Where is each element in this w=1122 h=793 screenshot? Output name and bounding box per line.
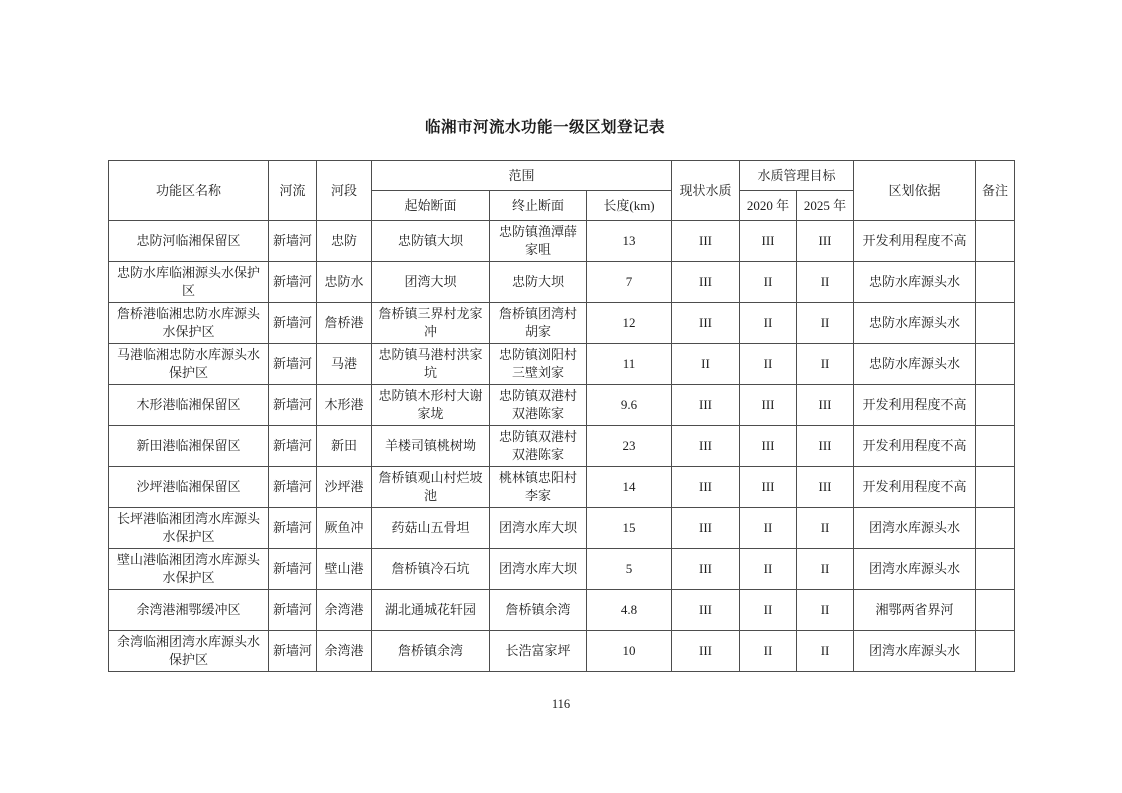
cell-river: 新墙河 [269,385,317,426]
cell-target-2025: II [797,303,854,344]
cell-target-2020: III [740,221,797,262]
cell-zone-name: 余湾港湘鄂缓冲区 [109,590,269,631]
cell-end-section: 长浩富家坪 [490,631,587,672]
table-row [109,262,1015,303]
cell-current-quality: III [672,221,740,262]
cell-length: 9.6 [587,385,672,426]
cell-basis: 开发利用程度不高 [854,467,976,508]
page-title: 临湘市河流水功能一级区划登记表 [424,119,665,136]
col-header-end-section: 终止断面 [490,191,587,221]
cell-note [976,303,1015,344]
cell-start-section: 湖北通城花轩园 [372,590,490,631]
cell-basis: 团湾水库源头水 [854,508,976,549]
cell-current-quality: III [672,508,740,549]
cell-basis: 团湾水库源头水 [854,631,976,672]
cell-basis: 湘鄂两省界河 [854,590,976,631]
cell-target-2020: II [740,262,797,303]
cell-target-2020: II [740,631,797,672]
cell-note [976,467,1015,508]
col-header-current-quality: 现状水质 [672,161,740,221]
col-header-length: 长度(km) [587,191,672,221]
cell-note [976,508,1015,549]
col-header-2025: 2025 年 [797,191,854,221]
cell-length: 12 [587,303,672,344]
cell-current-quality: III [672,262,740,303]
cell-reach: 忠防 [317,221,372,262]
cell-target-2020: II [740,303,797,344]
cell-basis: 团湾水库源头水 [854,549,976,590]
cell-river: 新墙河 [269,508,317,549]
cell-end-section: 詹桥镇团湾村胡家 [490,303,587,344]
cell-target-2025: II [797,590,854,631]
cell-current-quality: III [672,549,740,590]
cell-basis: 忠防水库源头水 [854,262,976,303]
cell-start-section: 羊楼司镇桃树坳 [372,426,490,467]
cell-target-2025: II [797,549,854,590]
cell-zone-name: 沙坪港临湘保留区 [109,467,269,508]
cell-target-2020: III [740,467,797,508]
col-header-start-section: 起始断面 [372,191,490,221]
cell-target-2025: II [797,262,854,303]
cell-river: 新墙河 [269,467,317,508]
cell-reach: 忠防水 [317,262,372,303]
table-header [109,161,1015,221]
cell-target-2020: II [740,508,797,549]
cell-reach: 沙坪港 [317,467,372,508]
cell-river: 新墙河 [269,262,317,303]
cell-river: 新墙河 [269,549,317,590]
cell-target-2025: III [797,221,854,262]
cell-river: 新墙河 [269,303,317,344]
cell-length: 11 [587,344,672,385]
cell-note [976,631,1015,672]
col-header-quality-target: 水质管理目标 [740,161,854,191]
cell-start-section: 詹桥镇观山村烂坡池 [372,467,490,508]
cell-zone-name: 余湾临湘团湾水库源头水保护区 [109,631,269,672]
cell-basis: 开发利用程度不高 [854,221,976,262]
cell-start-section: 忠防镇木形村大谢家垅 [372,385,490,426]
cell-current-quality: III [672,385,740,426]
cell-current-quality: II [672,344,740,385]
cell-length: 10 [587,631,672,672]
cell-note [976,344,1015,385]
zoning-table [108,160,1015,672]
cell-current-quality: III [672,467,740,508]
col-header-range: 范围 [372,161,672,191]
cell-river: 新墙河 [269,221,317,262]
cell-length: 7 [587,262,672,303]
cell-zone-name: 忠防水库临湘源头水保护区 [109,262,269,303]
col-header-zone-name: 功能区名称 [109,161,269,221]
cell-length: 14 [587,467,672,508]
cell-start-section: 詹桥镇余湾 [372,631,490,672]
cell-note [976,385,1015,426]
cell-end-section: 忠防镇双港村双港陈家 [490,426,587,467]
cell-start-section: 忠防镇马港村洪家坑 [372,344,490,385]
cell-reach: 木形港 [317,385,372,426]
cell-reach: 新田 [317,426,372,467]
cell-end-section: 忠防镇双港村双港陈家 [490,385,587,426]
cell-length: 5 [587,549,672,590]
cell-reach: 余湾港 [317,631,372,672]
cell-end-section: 詹桥镇余湾 [490,590,587,631]
table-row [109,508,1015,549]
cell-length: 4.8 [587,590,672,631]
cell-target-2020: II [740,344,797,385]
cell-target-2025: II [797,508,854,549]
cell-note [976,262,1015,303]
cell-river: 新墙河 [269,344,317,385]
cell-target-2025: II [797,344,854,385]
cell-basis: 开发利用程度不高 [854,385,976,426]
cell-current-quality: III [672,631,740,672]
col-header-river: 河流 [269,161,317,221]
cell-zone-name: 壁山港临湘团湾水库源头水保护区 [109,549,269,590]
table-row [109,385,1015,426]
table-row [109,426,1015,467]
cell-zone-name: 马港临湘忠防水库源头水保护区 [109,344,269,385]
cell-target-2025: III [797,467,854,508]
cell-start-section: 药菇山五骨坦 [372,508,490,549]
cell-river: 新墙河 [269,631,317,672]
table-row [109,549,1015,590]
table-row [109,303,1015,344]
cell-basis: 忠防水库源头水 [854,344,976,385]
cell-basis: 忠防水库源头水 [854,303,976,344]
cell-river: 新墙河 [269,590,317,631]
cell-start-section: 詹桥镇冷石坑 [372,549,490,590]
cell-target-2020: III [740,426,797,467]
cell-reach: 壁山港 [317,549,372,590]
cell-zone-name: 忠防河临湘保留区 [109,221,269,262]
cell-zone-name: 詹桥港临湘忠防水库源头水保护区 [109,303,269,344]
cell-target-2025: III [797,385,854,426]
cell-target-2025: II [797,631,854,672]
cell-note [976,426,1015,467]
cell-reach: 詹桥港 [317,303,372,344]
cell-reach: 厥鱼冲 [317,508,372,549]
table-row [109,631,1015,672]
cell-current-quality: III [672,590,740,631]
cell-end-section: 桃林镇忠阳村李家 [490,467,587,508]
cell-length: 15 [587,508,672,549]
table-row [109,467,1015,508]
cell-current-quality: III [672,426,740,467]
cell-end-section: 忠防镇渔潭薛家咀 [490,221,587,262]
cell-end-section: 团湾水库大坝 [490,508,587,549]
cell-length: 13 [587,221,672,262]
col-header-basis: 区划依据 [854,161,976,221]
cell-end-section: 忠防镇浏阳村三壁刘家 [490,344,587,385]
cell-river: 新墙河 [269,426,317,467]
page-number: 116 [551,697,571,711]
cell-current-quality: III [672,303,740,344]
cell-note [976,549,1015,590]
cell-note [976,221,1015,262]
cell-end-section: 忠防大坝 [490,262,587,303]
cell-length: 23 [587,426,672,467]
cell-target-2020: III [740,385,797,426]
cell-zone-name: 新田港临湘保留区 [109,426,269,467]
cell-start-section: 团湾大坝 [372,262,490,303]
col-header-note: 备注 [976,161,1015,221]
cell-note [976,590,1015,631]
table-row [109,590,1015,631]
cell-zone-name: 木形港临湘保留区 [109,385,269,426]
table-row [109,221,1015,262]
cell-basis: 开发利用程度不高 [854,426,976,467]
table-body [109,221,1015,672]
cell-start-section: 詹桥镇三界村龙家冲 [372,303,490,344]
cell-reach: 余湾港 [317,590,372,631]
cell-start-section: 忠防镇大坝 [372,221,490,262]
cell-end-section: 团湾水库大坝 [490,549,587,590]
table-row [109,344,1015,385]
cell-target-2020: II [740,590,797,631]
col-header-reach: 河段 [317,161,372,221]
cell-target-2025: III [797,426,854,467]
col-header-2020: 2020 年 [740,191,797,221]
cell-target-2020: II [740,549,797,590]
header-row-1 [109,161,1015,191]
cell-zone-name: 长坪港临湘团湾水库源头水保护区 [109,508,269,549]
cell-reach: 马港 [317,344,372,385]
